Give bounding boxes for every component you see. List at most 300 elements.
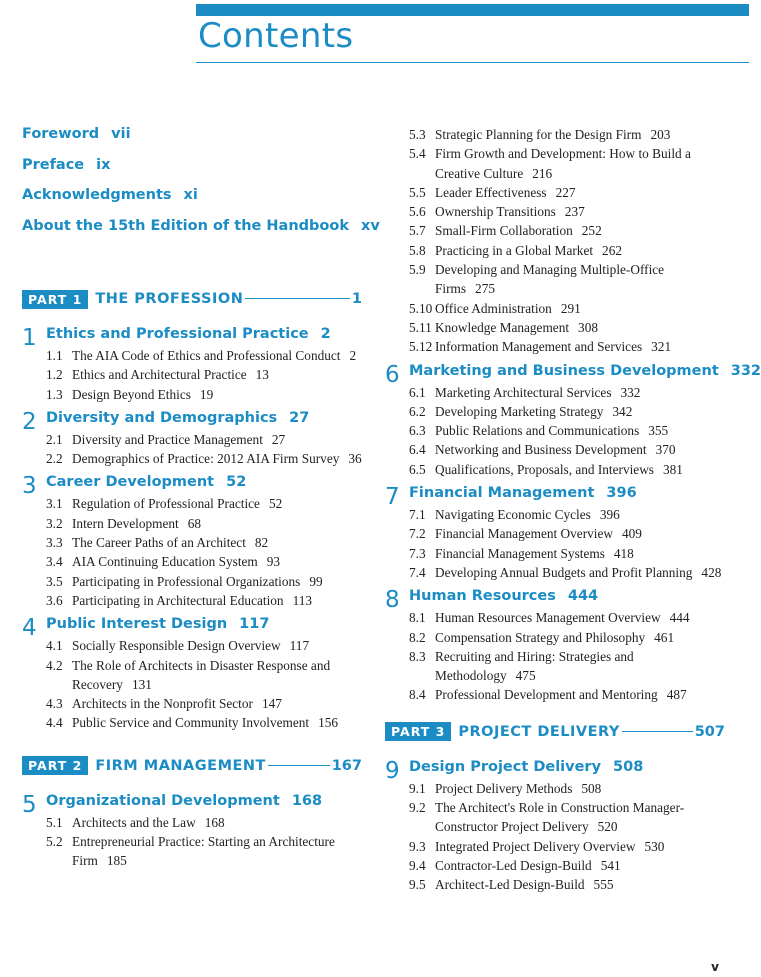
chapter-title: Design Project Delivery [409,758,602,775]
chapter-page: 117 [239,616,270,633]
section-number: 8.1 [409,610,426,626]
section-entry[interactable] [409,779,725,798]
section-page: 216 [532,165,553,181]
section-page: 461 [654,629,675,645]
chapter-continued [385,125,725,357]
section-entry[interactable] [46,713,362,732]
section-number: 3.5 [46,573,63,589]
section-text [435,544,725,563]
chapter-title-link[interactable] [46,614,362,634]
section-text [435,402,725,421]
section-text [435,337,725,356]
section-entry[interactable] [409,125,725,144]
part-header[interactable] [22,755,362,777]
section-text [72,365,362,384]
section-number: 2.2 [46,451,63,467]
section-entry[interactable] [409,608,725,627]
section-title: Entrepreneurial Practice: Starting an Architecture Firm [72,834,335,869]
section-title: Practicing in a Global Market [435,242,594,258]
section-entry[interactable] [46,572,362,591]
front-matter-link[interactable] [22,185,382,216]
section-entry[interactable] [46,494,362,513]
section-number: 3.3 [46,535,63,551]
section-text [435,685,725,704]
section-text [435,837,725,856]
chapter-page: 444 [567,588,599,605]
section-list [409,383,725,479]
section-title: Architects in the Nonprofit Sector [72,696,253,712]
section-entry[interactable] [46,636,362,655]
section-entry[interactable] [46,694,362,713]
chapter-title-link[interactable] [46,472,362,492]
section-number: 9.2 [409,800,426,816]
section-number: 4.4 [46,715,63,731]
section-page: 342 [612,403,633,419]
section-text [435,440,725,459]
section-text [435,628,725,647]
section-page: 185 [106,853,127,869]
section-number: 6.3 [409,423,426,439]
section-list [46,346,362,404]
page-title: Contents [198,16,354,56]
section-text [72,552,362,571]
section-list [409,608,725,704]
section-page: 530 [644,838,665,854]
section-title: Public Service and Community Involvement [72,715,310,731]
section-number: 9.4 [409,857,426,873]
front-matter-link[interactable] [22,124,382,155]
section-title: Professional Development and Mentoring [435,687,658,703]
header-rule [196,62,749,63]
front-matter-label: Foreword [22,126,100,142]
section-page: 291 [560,300,581,316]
section-entry[interactable] [46,514,362,533]
chapter-title: Career Development [46,474,215,491]
section-title: Marketing Architectural Services [435,384,612,400]
section-number: 2.1 [46,431,63,447]
section-list [46,813,362,871]
section-number: 5.12 [409,339,433,355]
section-page: 168 [204,814,225,830]
section-page: 428 [701,564,722,580]
chapter-entry [22,472,362,610]
section-text [72,813,362,832]
part-label: PART 3 [385,722,451,741]
chapter-number: 5 [22,791,37,818]
section-text [72,514,362,533]
section-text [72,636,362,655]
section-entry[interactable] [46,813,362,832]
section-entry[interactable] [409,202,725,221]
section-title: Firm Growth and Development: How to Build a Creative Culture [435,146,691,181]
section-number: 9.3 [409,838,426,854]
section-title: Strategic Planning for the Design Firm [435,127,642,142]
section-number: 5.9 [409,262,426,278]
section-text [435,125,725,144]
page-number: v [711,960,719,974]
section-title: Architects and the Law [72,814,196,830]
section-title: Public Relations and Communications [435,423,640,439]
section-title: Developing Marketing Strategy [435,403,604,419]
section-list [46,636,362,732]
section-title: Leader Effectiveness [435,184,547,200]
section-entry[interactable] [46,385,362,404]
section-number: 5.11 [409,319,432,335]
section-title: Diversity and Practice Management [72,431,263,447]
section-page: 321 [651,339,672,355]
section-page: 555 [593,877,614,893]
section-title: Recruiting and Hiring: Strategies and Methodology [435,648,634,684]
section-number: 5.3 [409,127,426,142]
chapter-page: 168 [291,792,323,809]
section-number: 7.3 [409,545,426,561]
section-text [435,241,725,260]
section-page: 252 [581,223,602,239]
front-matter-list [22,124,382,246]
front-matter-link[interactable] [22,155,382,186]
section-number: 1.2 [46,367,63,383]
section-page: 475 [515,668,536,684]
section-number: 6.1 [409,384,426,400]
section-entry[interactable] [409,460,725,479]
section-text [435,260,725,299]
section-text [435,779,725,798]
section-page: 520 [597,819,618,835]
section-title: Developing and Managing Multiple-Office Firms [435,262,665,297]
section-title: Human Resources Management Overview [435,610,661,626]
section-title: Financial Management Systems [435,545,605,561]
section-text [72,656,362,695]
chapter-title: Marketing and Business Development [409,362,719,379]
section-entry[interactable] [46,832,362,871]
chapter-number: 1 [22,325,37,351]
chapter-entry [22,324,362,404]
section-entry[interactable] [46,533,362,552]
section-entry[interactable] [409,505,725,524]
chapter-title-link[interactable] [409,483,725,503]
section-entry[interactable] [409,856,725,875]
section-title: Small-Firm Collaboration [435,223,573,239]
part-leader-line [268,755,330,766]
front-matter-page: xv [361,217,380,234]
part-page: 507 [694,723,725,740]
chapter-number: 2 [22,408,37,435]
section-page: 36 [348,451,362,467]
section-title: Networking and Business Development [435,442,647,458]
section-title: The Career Paths of an Architect [72,535,246,551]
section-number: 5.10 [409,300,433,316]
section-page: 2 [349,348,357,363]
chapter-page: 27 [289,409,310,426]
section-page: 332 [620,384,641,400]
section-text [435,505,725,524]
chapter-entry [22,614,362,732]
chapter-title-link[interactable] [409,586,725,606]
section-entry[interactable] [46,430,362,449]
section-page: 396 [599,507,620,523]
section-entry[interactable] [409,318,725,337]
section-title: Ownership Transitions [435,204,556,220]
section-entry[interactable] [46,449,362,468]
section-list [46,494,362,610]
section-text [72,494,362,513]
section-title: The Architect's Role in Construction Manager-Constructor Project Delivery [435,800,685,835]
section-text [435,563,725,582]
section-page: 262 [602,242,622,258]
section-page: 227 [555,184,576,200]
section-number: 6.2 [409,403,426,419]
section-page: 444 [669,610,690,626]
section-title: The AIA Code of Ethics and Professional Conduct [72,348,341,363]
section-number: 5.8 [409,242,426,258]
section-title: Project Delivery Methods [435,780,573,796]
section-list [409,505,725,582]
section-entry[interactable] [409,221,725,240]
section-page: 117 [289,638,310,654]
section-title: Navigating Economic Cycles [435,507,591,523]
section-number: 3.2 [46,515,63,531]
chapter-page: 508 [613,758,644,775]
section-entry[interactable] [409,563,725,582]
section-text [435,299,725,318]
section-title: Ethics and Architectural Practice [72,367,247,383]
section-text [435,608,725,627]
front-matter-page: vii [111,126,131,142]
section-text [435,524,725,543]
section-number: 5.1 [46,814,63,830]
section-title: Knowledge Management [435,319,570,335]
section-entry[interactable] [409,299,725,318]
section-title: Qualifications, Proposals, and Interviews [435,461,654,477]
section-list [46,430,362,469]
chapter-number: 8 [385,587,400,614]
section-entry[interactable] [409,628,725,647]
section-text [72,832,362,871]
section-text [435,202,725,221]
section-number: 3.1 [46,496,63,512]
chapter-title: Organizational Development [46,792,280,809]
chapter-page: 332 [730,362,761,379]
section-number: 4.1 [46,638,63,654]
chapter-page: 52 [226,474,247,491]
section-title: AIA Continuing Education System [72,554,258,570]
front-matter-label: Preface [22,156,85,173]
section-page: 409 [621,526,642,542]
section-number: 6.5 [409,461,426,477]
section-page: 68 [187,515,202,531]
part-title: FIRM MANAGEMENT [95,757,266,774]
section-text [435,798,725,837]
chapter-entry [385,757,725,895]
section-entry[interactable] [409,544,725,563]
section-number: 8.2 [409,629,426,645]
section-page: 156 [318,715,339,731]
chapter-title: Human Resources [409,588,556,605]
section-number: 9.1 [409,780,426,796]
part-label: PART 1 [22,290,88,309]
section-entry[interactable] [409,875,725,894]
section-page: 508 [581,780,602,796]
front-matter-label: About the 15th Edition of the Handbook [22,217,349,234]
chapter-title-link[interactable] [409,361,761,381]
chapter-page: 396 [606,485,637,502]
section-text [72,572,362,591]
section-entry[interactable] [409,183,725,202]
section-number: 5.2 [46,834,63,850]
chapter-entry [22,408,362,469]
part-page: 1 [351,291,362,307]
section-page: 82 [254,535,269,551]
part-title: THE PROFESSION [95,291,244,307]
front-matter-label: Acknowledgments [22,187,172,203]
section-entry[interactable] [409,260,725,299]
section-number: 5.7 [409,223,426,239]
chapter-number: 4 [22,615,37,642]
section-title: Socially Responsible Design Overview [72,638,281,654]
section-number: 5.5 [409,184,426,200]
section-entry[interactable] [409,144,725,183]
section-title: Participating in Professional Organizations [72,573,301,589]
section-number: 4.3 [46,696,63,712]
section-page: 355 [648,423,669,439]
section-entry[interactable] [409,685,725,704]
section-title: Compensation Strategy and Philosophy [435,629,646,645]
section-text [72,430,362,449]
front-matter-page: xi [183,187,198,203]
section-number: 7.1 [409,507,426,523]
chapter-entry [385,483,725,582]
section-text [72,694,362,713]
section-text [72,591,362,610]
section-text [435,460,725,479]
front-matter-link[interactable] [22,216,382,247]
section-entry[interactable] [409,837,725,856]
section-page: 99 [309,573,323,589]
section-text [435,183,725,202]
section-entry[interactable] [46,591,362,610]
section-text [72,713,362,732]
chapter-title: Diversity and Demographics [46,409,278,426]
toc-left-column [22,288,362,871]
part-leader-line [622,721,693,732]
section-number: 8.4 [409,687,426,703]
section-title: Design Beyond Ethics [72,386,191,402]
toc-right-column [385,123,761,895]
chapter-entry [22,791,362,871]
section-page: 131 [131,676,152,692]
chapter-number: 9 [385,757,400,784]
section-title: Intern Development [72,515,179,531]
section-title: Architect-Led Design-Build [435,877,585,893]
section-title: Office Administration [435,300,552,316]
section-text [435,875,725,894]
section-title: Information Management and Services [435,339,643,355]
section-text [435,383,725,402]
section-entry[interactable] [409,798,725,837]
section-number: 7.2 [409,526,426,542]
section-text [435,221,725,240]
section-page: 147 [261,696,282,712]
section-list [409,779,725,895]
chapter-title: Ethics and Professional Practice [46,326,309,342]
section-entry[interactable] [46,552,362,571]
section-text [72,346,362,365]
front-matter-page: ix [96,156,111,173]
chapter-entry [385,361,761,479]
section-page: 370 [655,442,676,458]
chapter-number: 7 [385,484,400,511]
chapter-number: 6 [385,361,400,388]
section-entry[interactable] [409,241,725,260]
part-page: 167 [331,757,362,774]
section-entry[interactable] [409,647,725,686]
chapter-number: 3 [22,473,37,500]
section-text [72,449,362,468]
section-page: 237 [564,204,585,220]
chapter-title-link[interactable] [46,324,362,344]
section-number: 6.4 [409,442,426,458]
section-text [435,144,725,183]
section-entry[interactable] [46,365,362,384]
section-entry[interactable] [46,656,362,695]
section-page: 487 [666,687,687,703]
chapter-title-link[interactable] [46,791,362,811]
section-entry[interactable] [409,524,725,543]
chapter-title-link[interactable] [46,408,362,428]
part-header[interactable] [385,721,725,743]
section-page: 113 [292,592,313,608]
part-header[interactable] [22,288,362,310]
section-number: 4.2 [46,657,63,673]
section-number: 5.4 [409,146,426,162]
section-text [435,647,725,686]
section-entry[interactable] [409,402,725,421]
chapter-title: Public Interest Design [46,616,228,633]
section-entry[interactable] [409,440,725,459]
section-text [435,318,725,337]
section-entry[interactable] [46,346,362,365]
section-page: 27 [271,431,286,447]
section-page: 93 [266,554,281,570]
section-page: 52 [268,496,283,512]
chapter-title: Financial Management [409,485,595,502]
section-title: Financial Management Overview [435,526,613,542]
section-list [409,125,725,357]
section-title: Regulation of Professional Practice [72,496,260,512]
section-entry[interactable] [409,337,725,356]
section-title: Contractor-Led Design-Build [435,857,592,873]
section-title: Participating in Architectural Education [72,592,284,608]
section-title: Developing Annual Budgets and Profit Planning [435,564,693,580]
section-entry[interactable] [409,383,725,402]
section-text [72,385,362,404]
chapter-title-link[interactable] [409,757,725,777]
section-number: 7.4 [409,564,426,580]
section-text [72,533,362,552]
section-page: 308 [578,319,598,335]
chapter-page: 2 [320,326,331,342]
section-number: 9.5 [409,877,426,893]
section-page: 275 [475,281,495,297]
section-page: 19 [199,386,214,402]
section-title: Integrated Project Delivery Overview [435,838,636,854]
section-entry[interactable] [409,421,725,440]
section-title: The Role of Architects in Disaster Response and Recovery [72,657,331,692]
section-text [435,421,725,440]
section-number: 3.6 [46,592,63,608]
part-title: PROJECT DELIVERY [458,723,620,740]
section-number: 3.4 [46,554,63,570]
